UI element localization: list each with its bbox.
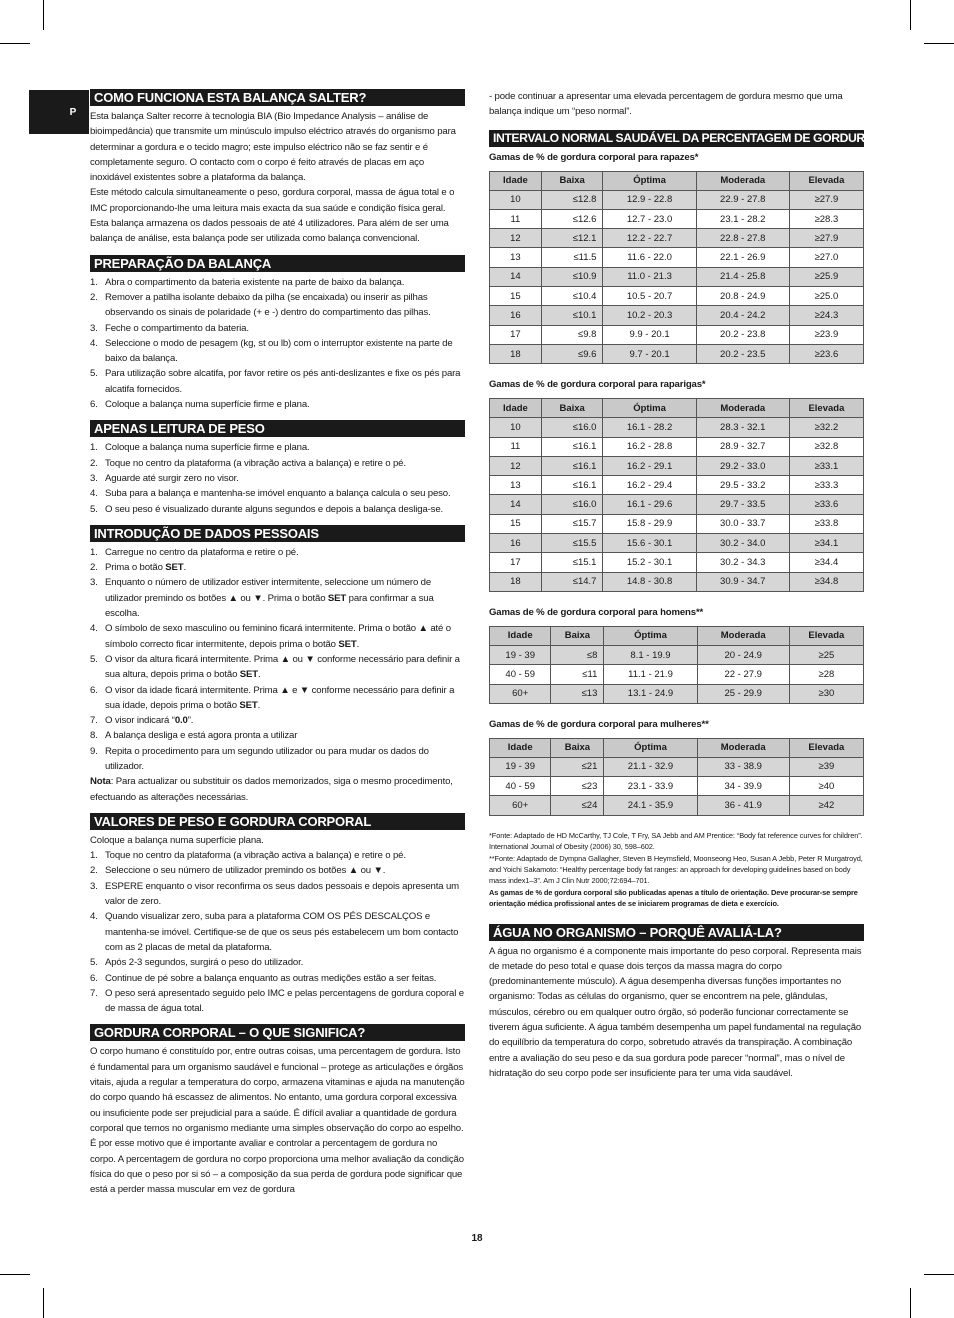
table-cell: 21.1 - 32.9 [604,757,697,776]
table-cell: 23.1 - 28.2 [696,209,789,228]
table-cell: 36 - 41.9 [697,796,789,815]
body-fat-table [489,171,864,365]
column-header: Elevada [789,738,863,757]
section-weight-only [90,420,465,516]
column-header: Baixa [551,738,604,757]
crop-mark [0,43,30,44]
table-cell: ≥33.8 [789,514,863,533]
table-cell: ≥40 [789,777,863,796]
table-row [490,437,864,456]
section-heading: INTERVALO NORMAL SAUDÁVEL DA PERCENTAGEM DE GORDURA CORPORAL [489,130,864,147]
table-cell: ≥30 [789,684,863,703]
table-cell: ≤24 [551,796,604,815]
table-row [490,572,864,591]
page-number: 18 [471,1233,483,1244]
table-cell: 30.2 - 34.0 [696,534,789,553]
list-item: 5. Após 2-3 segundos, surgirá o peso do utilizador. [90,957,304,969]
paragraph: Esta balança Salter recorre à tecnologia BIA (Bio Impedance Analysis – análise de bioimpedância) que transmite um minúsculo impulso eléctrico através do organismo para determinar a gordura e o tecido magro; este impulso eléctrico não se faz sentir e é completamente seguro. O contacto com o corpo é feito através de placas em aço inoxidável existentes sobre a plataforma da balança. [90,111,456,184]
column-header: Baixa [541,399,603,418]
table-cell: 18 [490,572,542,591]
table-cell: ≤14.7 [541,572,603,591]
table-header-row [490,171,864,190]
table-cell: 28.9 - 32.7 [696,437,789,456]
list-item: 7. O peso será apresentado seguido pelo IMC e pelas percentagens de gordura coporal e de massa de água total. [90,987,464,1015]
table-cell: 20.2 - 23.5 [696,344,789,363]
table-row [490,267,864,286]
footnote: **Fonte: Adaptado de Dympna Gallagher, Steven B Heymsfield, Moonseong Heo, Susan A Jebb, Peter R Murgatroyd, and Yoichi Sakamoto: “Healthy percentage body fat ranges: an approach for developing guidelines based on body mass index1–3”. Am J Clin Nutr 2000;72:694–701. [489,853,863,886]
section-heading: VALORES DE PESO E GORDURA CORPORAL [90,813,465,830]
table-cell: 14 [490,495,542,514]
steps-list [90,545,465,774]
table-row [490,209,864,228]
table-cell: 8.1 - 19.9 [604,645,697,664]
table-cell: 22.9 - 27.8 [696,190,789,209]
table-cell: 30.2 - 34.3 [696,553,789,572]
table-cell: ≥33.3 [789,476,863,495]
table-cell: 29.2 - 33.0 [696,456,789,475]
table-cell: ≥23.9 [789,325,863,344]
table-cell: 19 - 39 [490,757,551,776]
footnote: *Fonte: Adaptado de HD McCarthy, TJ Cole, T Fry, SA Jebb and AM Prentice: “Body fat reference curves for children”. International Journal of Obesity (2006) 30, 598–602. [489,830,863,852]
table-cell: ≤13 [551,684,604,703]
table-cell: ≤9.8 [541,325,603,344]
right-column [489,89,943,1081]
table-cell: ≥24.3 [789,306,863,325]
table-row [490,418,864,437]
table-cell: ≥25.9 [789,267,863,286]
table-cell: 16.2 - 29.1 [603,456,696,475]
column-header: Idade [490,171,542,190]
steps-list [90,275,465,413]
table-cell: ≤15.7 [541,514,603,533]
table-row [490,684,864,703]
list-item: 4. Suba para a balança e mantenha-se imóvel enquanto a balança calcula o seu peso. [90,488,451,500]
table-cell: 60+ [490,796,551,815]
footnote: As gamas de % de gordura corporal são publicadas apenas a título de orientação. Deve procurar-se sempre orientação médica profissional antes de se iniciarem programas de dieta e exercício. [489,887,858,909]
table-cell: 11.0 - 21.3 [603,267,696,286]
table-row [490,456,864,475]
table-cell: 16.2 - 29.4 [603,476,696,495]
column-header: Idade [490,626,551,645]
list-item: 1. Abra o compartimento da bateria existente na parte de baixo da balança. [90,276,405,288]
table-cell: 14 [490,267,542,286]
table-cell: ≥28 [789,665,863,684]
table-cell: 33 - 38.9 [697,757,789,776]
table-cell: 20 - 24.9 [697,645,789,664]
list-item: 7. O visor indicará “0.0”. [90,715,194,727]
table-cell: ≤16.0 [541,495,603,514]
list-item: 1. Carregue no centro da plataforma e retire o pé. [90,546,299,558]
table-cell: 21.4 - 25.8 [696,267,789,286]
table-cell: 13 [490,248,542,267]
list-item: 8. A balança desliga e está agora pronta a utilizar [90,730,298,742]
table-cell: ≤15.5 [541,534,603,553]
table-cell: ≤10.4 [541,287,603,306]
table-cell: ≤23 [551,777,604,796]
table-row [490,514,864,533]
table-cell: 16.1 - 28.2 [603,418,696,437]
table-cell: ≥42 [789,796,863,815]
table-cell: 15.2 - 30.1 [603,553,696,572]
section-preparation [90,255,465,413]
crop-mark [43,1288,44,1318]
table-cell: ≥28.3 [789,209,863,228]
table-cell: 15 [490,287,542,306]
list-item: 5. O seu peso é visualizado durante alguns segundos e depois a balança desliga-se. [90,503,444,515]
table-cell: 22.1 - 26.9 [696,248,789,267]
crop-mark [910,0,911,30]
column-header: Óptima [604,626,697,645]
body-fat-table [489,626,864,704]
table-cell: 29.7 - 33.5 [696,495,789,514]
table-cell: 12.9 - 22.8 [603,190,696,209]
table-cell: ≤12.6 [541,209,603,228]
column-header: Moderada [697,738,789,757]
table-cell: ≤15.1 [541,553,603,572]
list-item: 6. Continue de pé sobre a balança enquanto as outras medições estão a ser feitas. [90,972,437,984]
table-row [490,287,864,306]
table-caption: Gamas de % de gordura corporal para raparigas* [489,379,706,391]
table-cell: 20.8 - 24.9 [696,287,789,306]
section-heading: COMO FUNCIONA ESTA BALANÇA SALTER? [90,89,465,106]
column-header: Idade [490,738,551,757]
table-cell: 10 [490,418,542,437]
list-item: 6. O visor da idade ficará intermitente. Prima ▲ e ▼ conforme necessário para definir a sua idade, depois prima o botão SET. [90,684,455,711]
table-cell: ≥39 [789,757,863,776]
table-cell: 22.8 - 27.8 [696,229,789,248]
table-cell: ≥33.6 [789,495,863,514]
list-item: 1. Toque no centro da plataforma (a vibração activa a balança) e retire o pé. [90,850,406,862]
table-row [490,248,864,267]
paragraph: Coloque a balança numa superfície plana. [90,834,264,846]
list-item: 1. Coloque a balança numa superfície firme e plana. [90,442,310,454]
table-row [490,665,864,684]
table-cell: 23.1 - 33.9 [604,777,697,796]
table-cell: ≥27.0 [789,248,863,267]
column-header: Moderada [697,626,789,645]
table-header-row [490,399,864,418]
body-fat-tables [489,151,864,816]
table-cell: 11.6 - 22.0 [603,248,696,267]
paragraph: O corpo humano é constituído por, entre outras coisas, uma percentagem de gordura. Isto é fundamental para um organismo saudável e funcional – protege as articulações e órgãos vitais, ajuda a regular a temperatura do corpo, armazena vitaminas e ajuda na manutenção do corpo quando há escassez de alimentos. No entanto, uma gordura corporal excessiva ou insuficiente pode ser prejudicial para a saúde. É difícil avaliar a quantidade de gordura corporal que temos no organismo mediante uma simples observação do corpo ao espelho. É por esse motivo que é importante avaliar e controlar a percentagem de gordura no corpo. A percentagem de gordura no corpo proporciona uma melhor avaliação da condição física do que o peso por si só – a composição da sua perda de gordura pode significar que está a perder massa muscular em vez de gordura [90,1046,465,1196]
table-cell: 13.1 - 24.9 [604,684,697,703]
table-row [490,757,864,776]
list-item: 4. Quando visualizar zero, suba para a plataforma COM OS PÉS DESCALÇOS e mantenha-se imóvel. Certifique-se de que os seus pés estabelecem um bom contacto com as 2 placas de metal da plataforma. [90,911,459,953]
column-header: Baixa [541,171,603,190]
table-caption: Gamas de % de gordura corporal para homens** [489,606,704,618]
table-cell: 18 [490,344,542,363]
table-cell: 19 - 39 [490,645,551,664]
table-cell: ≤21 [551,757,604,776]
table-cell: 20.2 - 23.8 [696,325,789,344]
table-cell: 60+ [490,684,551,703]
list-item: 3. Enquanto o número de utilizador estiver intermitente, seleccione um número de utilizador premindo os botões ▲ ou ▼. Prima o botão SET para confirmar a sua escolha. [90,577,434,620]
table-cell: 12.7 - 23.0 [603,209,696,228]
column-header: Óptima [604,738,697,757]
crop-mark [0,1274,30,1275]
table-row [490,645,864,664]
table-cell: ≥25.0 [789,287,863,306]
table-row [490,229,864,248]
list-item: 3. Aguarde até surgir zero no visor. [90,472,239,484]
table-cell: ≤16.0 [541,418,603,437]
list-item: 3. Feche o compartimento da bateria. [90,322,249,334]
table-cell: 11.1 - 21.9 [604,665,697,684]
table-cell: ≤12.1 [541,229,603,248]
table-cell: 16 [490,306,542,325]
table-cell: ≤8 [551,645,604,664]
table-row [490,344,864,363]
section-heading: GORDURA CORPORAL – O QUE SIGNIFICA? [90,1024,465,1041]
table-row [490,190,864,209]
table-cell: 13 [490,476,542,495]
table-cell: ≥32.8 [789,437,863,456]
list-item: 2. Seleccione o seu número de utilizador premindo os botões ▲ ou ▼. [90,865,386,877]
table-cell: 12 [490,456,542,475]
table-cell: 10.5 - 20.7 [603,287,696,306]
column-header: Elevada [789,626,863,645]
list-item: 5. O visor da altura ficará intermitente. Prima ▲ ou ▼ conforme necessário para definir a sua altura, depois prima o botão SET. [90,653,460,681]
table-cell: 40 - 59 [490,665,551,684]
column-header: Moderada [696,171,789,190]
table-cell: ≥27.9 [789,229,863,248]
list-item: 4. O símbolo de sexo masculino ou feminino ficará intermitente. Prima o botão ▲ até o símbolo correcto ficar intermitente, depois prima o botão SET. [90,623,451,650]
table-cell: ≤12.8 [541,190,603,209]
note: Nota: Para actualizar ou substituir os dados memorizados, siga o mesmo procedimento, efectuando as alterações necessárias. [90,776,453,803]
table-cell: ≤11 [551,665,604,684]
table-cell: 30.9 - 34.7 [696,572,789,591]
list-item: 2. Prima o botão SET. [90,562,187,574]
list-item: 4. Seleccione o modo de pesagem (kg, st ou lb) com o interruptor existente na parte de baixo da balança. [90,337,453,365]
table-row [490,325,864,344]
language-tab-label: P [69,106,77,118]
column-header: Elevada [789,399,863,418]
column-header: Óptima [603,171,696,190]
table-cell: ≤11.5 [541,248,603,267]
table-cell: ≥34.4 [789,553,863,572]
paragraph: A água no organismo é a componente mais importante do peso corporal. Representa mais de metade do peso total e quase dois terços da massa magra do corpo (predominantemente músculo). A água desempenha diversas funções importantes no organismo: Todas as células do organismo, quer se encontrem na pele, glândulas, músculos, cérebro ou em qualquer outro órgão, só poderão funcionar correctamente se tiverem água suficiente. A água também desempenha um papel fundamental na regulação do equilíbrio da temperatura do corpo, sobretudo através da transpiração. A combinação entre a avaliação do seu peso e da sua gordura pode parecer “normal”, mas o nível de hidratação do seu corpo pode ser insuficiente para ter uma vida saudável. [489,945,862,1079]
table-cell: 40 - 59 [490,777,551,796]
table-cell: 10 [490,190,542,209]
table-cell: 10.2 - 20.3 [603,306,696,325]
table-cell: ≥32.2 [789,418,863,437]
table-cell: 9.7 - 20.1 [603,344,696,363]
paragraph: Este método calcula simultaneamente o peso, gordura corporal, massa de água total e o IMC proporcionando-lhe uma leitura mais exacta da sua saúde e condição física geral. Esta balança armazena os dados pessoais de até 4 utilizadores. Para além de ser uma balança de análise, esta balança pode ser utilizada como balança convencional. [90,187,455,245]
table-cell: 14.8 - 30.8 [603,572,696,591]
body-fat-table [489,738,864,816]
table-cell: 20.4 - 24.2 [696,306,789,325]
crop-mark [910,1288,911,1318]
table-cell: ≥25 [789,645,863,664]
crop-mark [924,1274,954,1275]
table-cell: 11 [490,437,542,456]
table-cell: ≤10.9 [541,267,603,286]
table-cell: 9.9 - 20.1 [603,325,696,344]
table-cell: 15.6 - 30.1 [603,534,696,553]
table-cell: ≤16.1 [541,476,603,495]
table-cell: ≤10.1 [541,306,603,325]
list-item: 5. Para utilização sobre alcatifa, por favor retire os pés anti-deslizantes e fixe os pés para alcatifa fornecidos. [90,368,461,395]
table-header-row [490,738,864,757]
table-cell: 12.2 - 22.7 [603,229,696,248]
column-header: Óptima [603,399,696,418]
column-header: Elevada [789,171,863,190]
left-column [90,89,465,1205]
section-heading: APENAS LEITURA DE PESO [90,420,465,437]
section-weight-fat-values [90,813,465,1017]
table-cell: ≥33.1 [789,456,863,475]
table-row [490,777,864,796]
table-cell: 17 [490,553,542,572]
table-cell: 34 - 39.9 [697,777,789,796]
table-cell: 15.8 - 29.9 [603,514,696,533]
table-cell: ≥34.8 [789,572,863,591]
table-caption: Gamas de % de gordura corporal para mulheres** [489,718,709,730]
section-heading: ÁGUA NO ORGANISMO – PORQUÊ AVALIÁ-LA? [489,924,864,941]
table-cell: 30.0 - 33.7 [696,514,789,533]
list-item: 3. ESPERE enquanto o visor reconfirma os seus dados pessoais e depois apresenta um valor de zero. [90,880,459,908]
table-cell: ≥34.1 [789,534,863,553]
section-heading: PREPARAÇÃO DA BALANÇA [90,255,465,272]
table-cell: ≥23.6 [789,344,863,363]
list-item: 6. Coloque a balança numa superfície firme e plana. [90,399,310,411]
table-cell: 24.1 - 35.9 [604,796,697,815]
table-cell: 11 [490,209,542,228]
table-row [490,796,864,815]
table-row [490,476,864,495]
list-item: 2. Remover a patilha isolante debaixo da pilha (se encaixada) ou inserir as pilhas observando os sinais de polaridade (+ e -) dentro do compartimento das pilhas. [90,291,431,319]
table-header-row [490,626,864,645]
list-item: 9. Repita o procedimento para um segundo utilizador ou para mudar os dados do utilizador. [90,745,429,772]
paragraph: - pode continuar a apresentar uma elevada percentagem de gordura mesmo que uma balança indique um “peso normal”. [489,91,843,118]
column-header: Idade [490,399,542,418]
section-body-fat-meaning [90,1024,465,1197]
table-cell: 15 [490,514,542,533]
section-personal-data [90,525,465,805]
column-header: Moderada [696,399,789,418]
section-heading: INTRODUÇÃO DE DADOS PESSOAIS [90,525,465,542]
list-item: 2. Toque no centro da plataforma (a vibração activa a balança) e retire o pé. [90,457,406,469]
steps-list [90,848,465,1016]
section-how-it-works [90,89,465,247]
table-cell: ≤16.1 [541,437,603,456]
column-header: Baixa [551,626,604,645]
language-tab [29,90,89,134]
table-cell: ≥27.9 [789,190,863,209]
table-caption: Gamas de % de gordura corporal para rapazes* [489,151,699,163]
table-cell: 16 [490,534,542,553]
table-row [490,306,864,325]
table-cell: 28.3 - 32.1 [696,418,789,437]
table-cell: ≤16.1 [541,456,603,475]
table-cell: 16.1 - 29.6 [603,495,696,514]
crop-mark [924,43,954,44]
steps-list [90,440,465,516]
table-row [490,553,864,572]
table-row [490,495,864,514]
table-cell: ≤9.6 [541,344,603,363]
crop-mark [43,0,44,30]
table-cell: 17 [490,325,542,344]
table-row [490,534,864,553]
table-cell: 12 [490,229,542,248]
body-fat-table [489,398,864,592]
table-cell: 16.2 - 28.8 [603,437,696,456]
table-cell: 22 - 27.9 [697,665,789,684]
table-cell: 29.5 - 33.2 [696,476,789,495]
table-cell: 25 - 29.9 [697,684,789,703]
